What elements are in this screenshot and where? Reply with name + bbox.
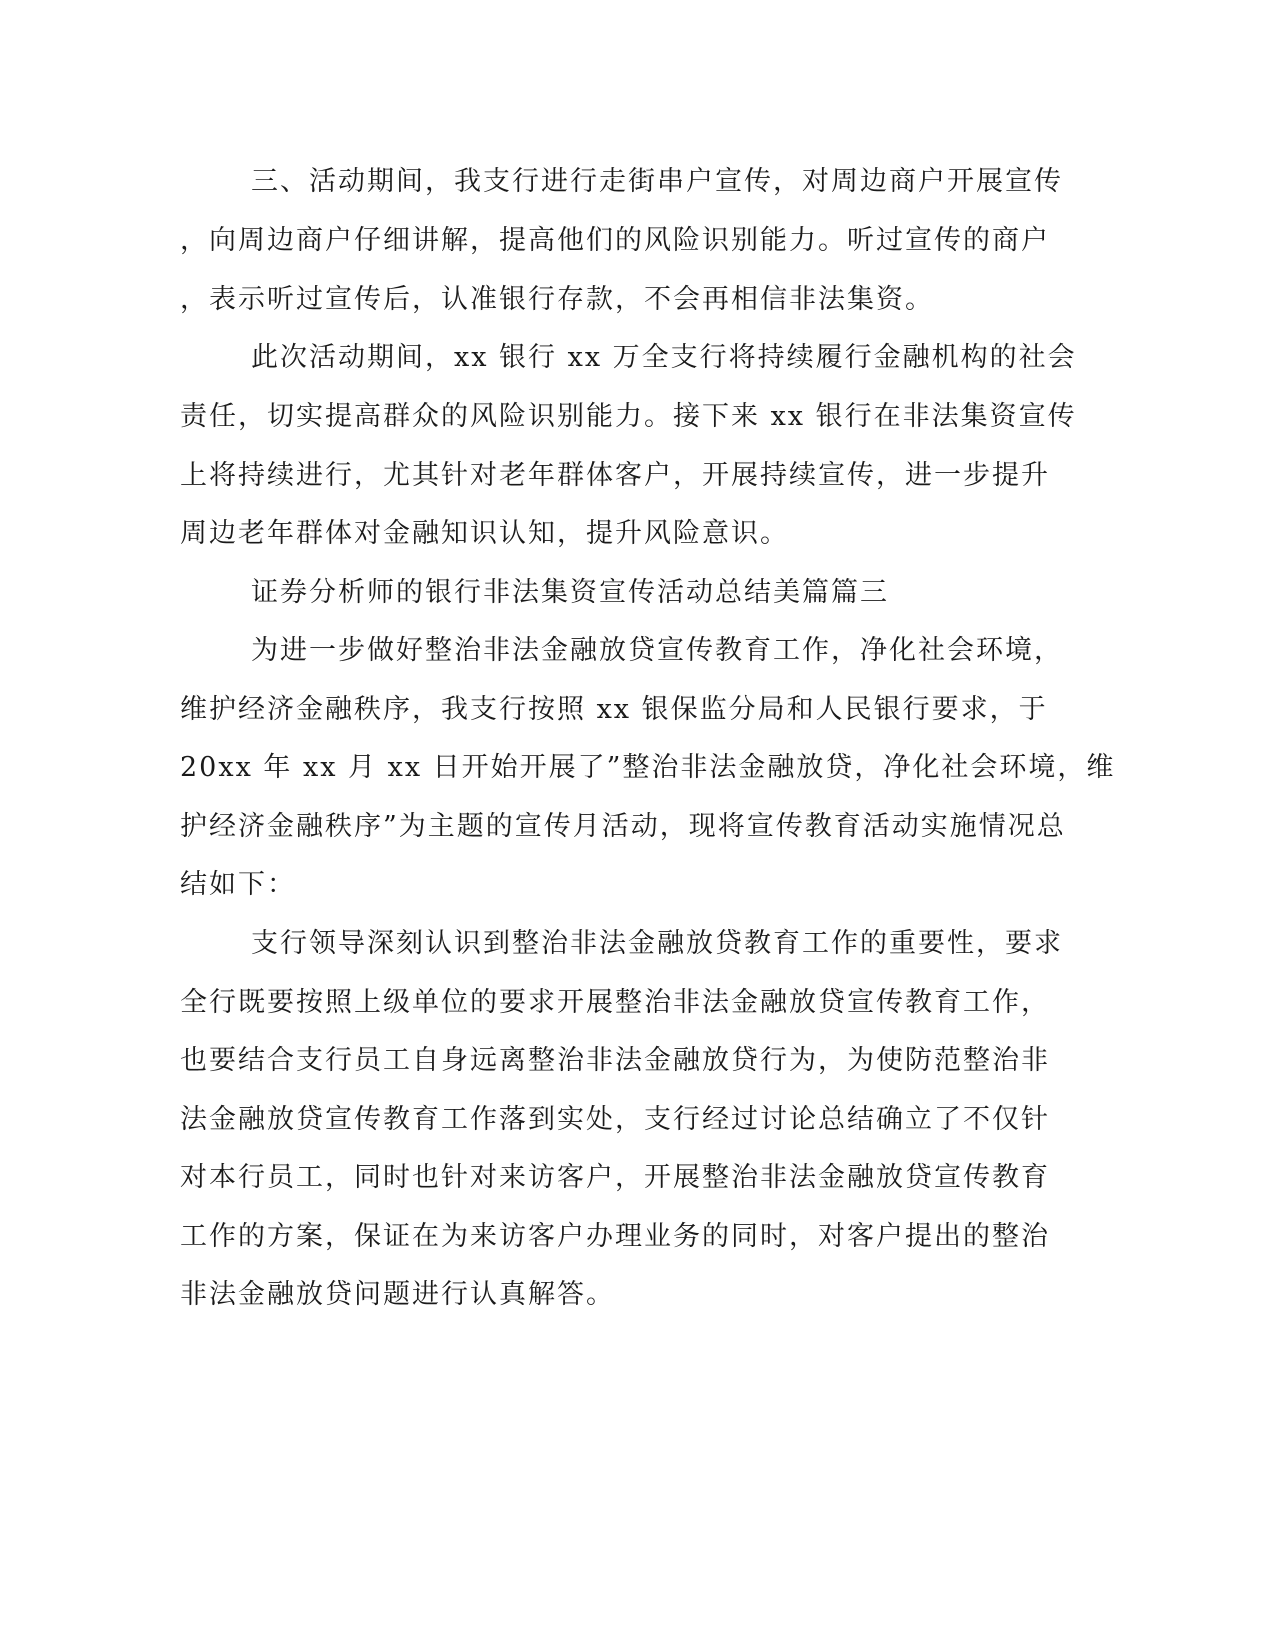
paragraph-1-line-1: 三、活动期间，我支行进行走街串户宣传，对周边商户开展宣传 — [251, 166, 1063, 197]
section-heading: 证券分析师的银行非法集资宣传活动总结美篇篇三 — [251, 577, 889, 608]
paragraph-4-line-3: 也要结合支行员工自身远离整治非法金融放贷行为，为使防范整治非 — [180, 1045, 1050, 1076]
paragraph-4-line-6: 工作的方案，保证在为来访客户办理业务的同时，对客户提出的整治 — [180, 1221, 1050, 1252]
paragraph-2-line-1: 此次活动期间，xx 银行 xx 万全支行将持续履行金融机构的社会 — [251, 342, 1077, 373]
paragraph-4-line-7: 非法金融放贷问题进行认真解答。 — [180, 1279, 615, 1310]
paragraph-2-line-3: 上将持续进行，尤其针对老年群体客户，开展持续宣传，进一步提升 — [180, 460, 1050, 491]
paragraph-4-line-1: 支行领导深刻认识到整治非法金融放贷教育工作的重要性，要求 — [251, 928, 1063, 959]
paragraph-3-line-1: 为进一步做好整治非法金融放贷宣传教育工作，净化社会环境， — [251, 635, 1063, 666]
paragraph-3-line-2: 维护经济金融秩序，我支行按照 xx 银保监分局和人民银行要求，于 — [180, 694, 1048, 725]
paragraph-3-line-3: 20xx 年 xx 月 xx 日开始开展了”整治非法金融放贷，净化社会环境，维 — [180, 752, 1116, 783]
paragraph-4-line-5: 对本行员工，同时也针对来访客户，开展整治非法金融放贷宣传教育 — [180, 1162, 1050, 1193]
paragraph-3-line-5: 结如下： — [180, 869, 296, 900]
paragraph-1-line-2: ，向周边商户仔细讲解，提高他们的风险识别能力。听过宣传的商户 — [180, 225, 1050, 256]
paragraph-1-line-3: ，表示听过宣传后，认准银行存款，不会再相信非法集资。 — [180, 284, 934, 315]
paragraph-2-line-4: 周边老年群体对金融知识认知，提升风险意识。 — [180, 518, 789, 549]
paragraph-2-line-2: 责任，切实提高群众的风险识别能力。接下来 xx 银行在非法集资宣传 — [180, 401, 1077, 432]
paragraph-4-line-4: 法金融放贷宣传教育工作落到实处，支行经过讨论总结确立了不仅针 — [180, 1104, 1050, 1135]
paragraph-4-line-2: 全行既要按照上级单位的要求开展整治非法金融放贷宣传教育工作， — [180, 987, 1050, 1018]
paragraph-3-line-4: 护经济金融秩序”为主题的宣传月活动，现将宣传教育活动实施情况总 — [180, 811, 1066, 842]
